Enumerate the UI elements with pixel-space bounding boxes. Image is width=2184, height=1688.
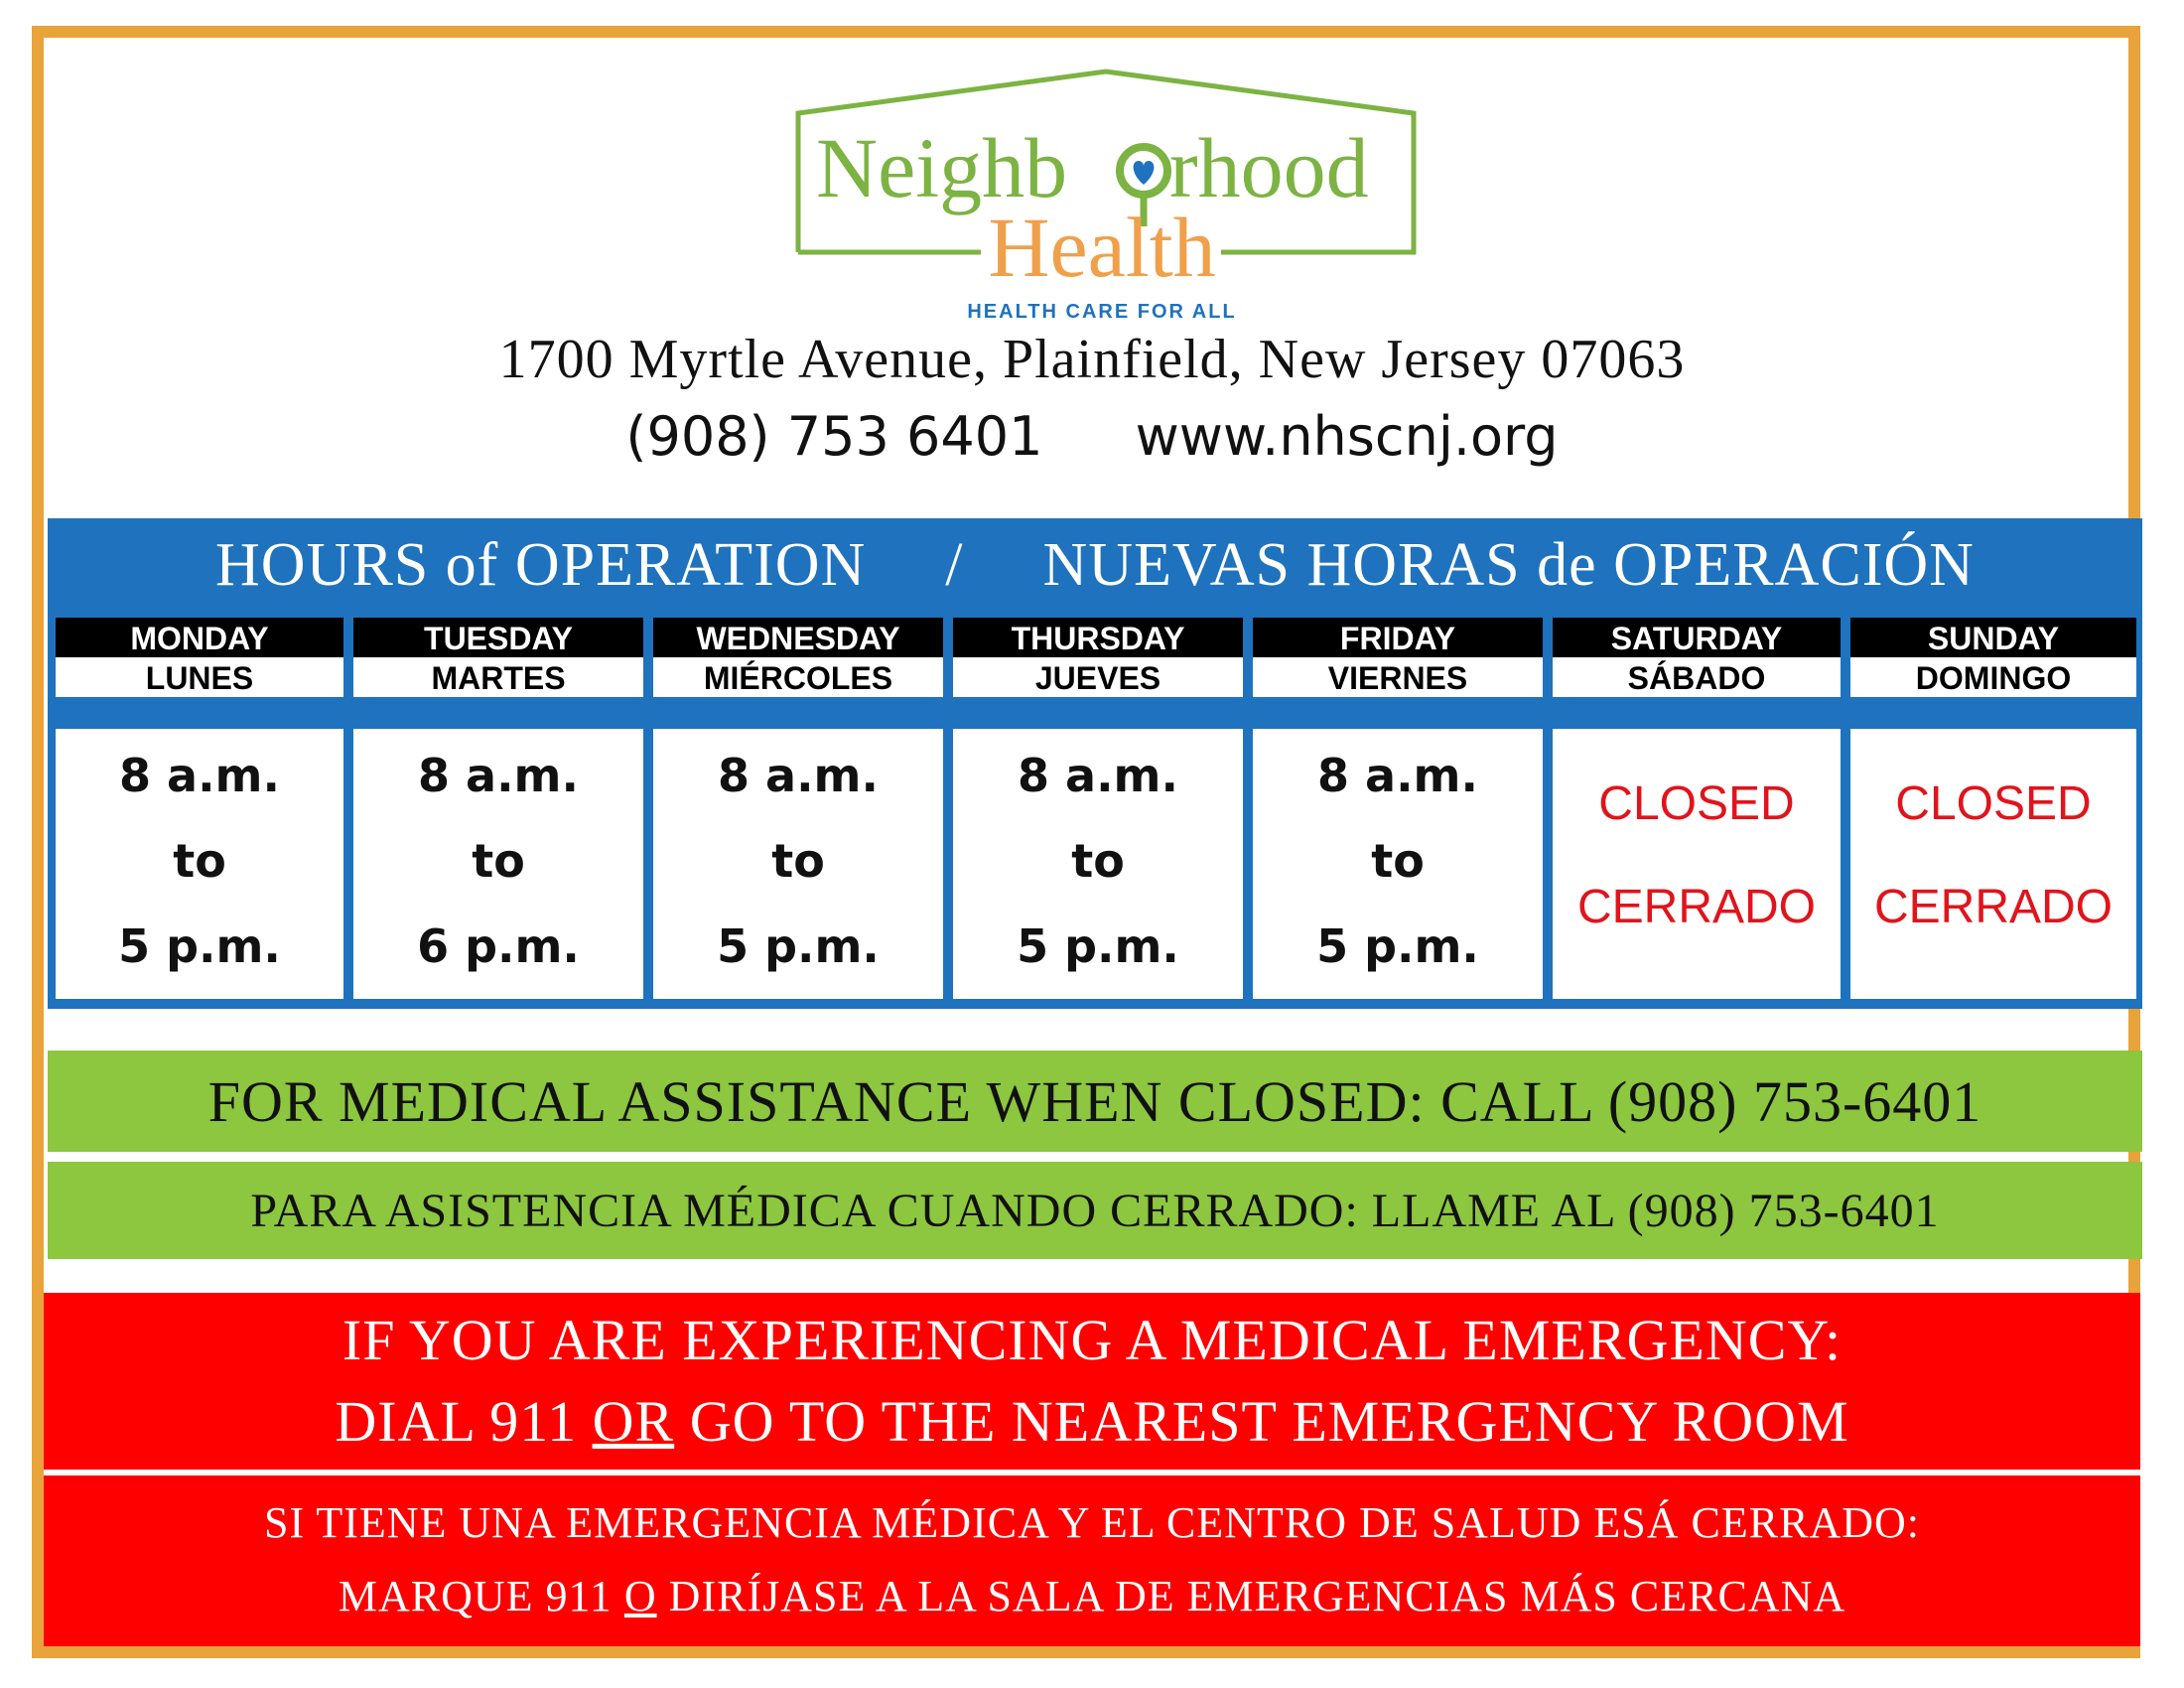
close-time: 6 p.m. — [417, 919, 580, 973]
day-name-es: JUEVES — [953, 657, 1243, 697]
website-link[interactable]: www.nhscnj.org — [1135, 405, 1559, 468]
day-name-en: FRIDAY — [1253, 618, 1543, 657]
closed-label-en: CLOSED — [1895, 777, 2092, 830]
day-column-saturday — [1553, 612, 1841, 1005]
day-column-sunday — [1850, 612, 2136, 1005]
logo-word-neighb: Neighb — [816, 120, 1068, 215]
day-name-es: LUNES — [56, 657, 343, 697]
to-label: to — [1071, 834, 1125, 888]
close-time: 5 p.m. — [1017, 919, 1179, 973]
hours-header-es: NUEVAS HORAS de OPERACIÓN — [1042, 530, 1975, 599]
open-time: 8 a.m. — [1018, 749, 1178, 802]
to-label: to — [1371, 834, 1425, 888]
emergency-or: OR — [592, 1389, 675, 1454]
day-column-wednesday — [653, 612, 943, 1005]
day-name-en: THURSDAY — [953, 618, 1243, 657]
emergency-line-4-a: MARQUE 911 — [338, 1572, 624, 1620]
open-time: 8 a.m. — [119, 749, 280, 802]
close-time: 5 p.m. — [717, 919, 880, 973]
hours-header — [48, 518, 2142, 612]
day-name-en: SATURDAY — [1553, 618, 1841, 657]
emergency-line-4-b: DIRÍJASE A LA SALA DE EMERGENCIAS MÁS CERCANA — [656, 1572, 1846, 1620]
day-hours — [953, 729, 1243, 999]
day-name-es: MIÉRCOLES — [653, 657, 943, 697]
day-name-en: MONDAY — [56, 618, 343, 657]
day-column-monday — [56, 612, 343, 1005]
emergency-line-2-b: GO TO THE NEAREST EMERGENCY ROOM — [674, 1389, 1849, 1454]
day-name-es: DOMINGO — [1850, 657, 2136, 697]
day-column-thursday — [953, 612, 1243, 1005]
emergency-divider — [44, 1470, 2140, 1476]
open-time: 8 a.m. — [418, 749, 579, 802]
logo-word-rhood: rhood — [1169, 120, 1369, 215]
emergency-o: O — [623, 1572, 657, 1620]
close-time: 5 p.m. — [118, 919, 281, 973]
contact-line — [0, 405, 2184, 468]
to-label: to — [173, 834, 226, 888]
open-time: 8 a.m. — [1317, 749, 1478, 802]
open-time: 8 a.m. — [718, 749, 879, 802]
emergency-line-3: SI TIENE UNA EMERGENCIA MÉDICA Y EL CENTRO DE SALUD ESÁ CERRADO: — [264, 1498, 1920, 1547]
day-name-en: TUESDAY — [353, 618, 643, 657]
day-column-tuesday — [353, 612, 643, 1005]
to-label: to — [472, 834, 525, 888]
day-name-en: SUNDAY — [1850, 618, 2136, 657]
emergency-line-1: IF YOU ARE EXPERIENCING A MEDICAL EMERGENCY: — [341, 1308, 1843, 1372]
emergency-banner — [44, 1293, 2140, 1646]
emergency-line-4 — [44, 1571, 2140, 1621]
day-hours — [653, 729, 943, 999]
day-name-es: SÁBADO — [1553, 657, 1841, 697]
closed-label-es: CERRADO — [1873, 881, 2114, 933]
emergency-line-2-a: DIAL 911 — [335, 1389, 593, 1454]
address: 1700 Myrtle Avenue, Plainfield, New Jersey 07063 — [498, 329, 1686, 390]
logo-graphic — [794, 68, 1418, 328]
day-closed — [1553, 729, 1841, 999]
hours-header-en: HOURS of OPERATION — [215, 530, 867, 599]
day-closed — [1850, 729, 2136, 999]
after-hours-banner-es: PARA ASISTENCIA MÉDICA CUANDO CERRADO: LLAME AL (908) 753-6401 — [48, 1162, 2142, 1259]
day-name-es: MARTES — [353, 657, 643, 697]
neighborhood-health-logo — [794, 68, 1418, 328]
day-name-en: WEDNESDAY — [653, 618, 943, 657]
to-label: to — [771, 834, 825, 888]
close-time: 5 p.m. — [1316, 919, 1479, 973]
day-hours — [1253, 729, 1543, 999]
hours-header-separator: / — [945, 530, 964, 599]
closed-label-es: CERRADO — [1576, 881, 1817, 933]
after-hours-banner-en: FOR MEDICAL ASSISTANCE WHEN CLOSED: CALL (908) 753-6401 — [48, 1051, 2142, 1152]
day-hours — [56, 729, 343, 999]
emergency-line-2 — [44, 1388, 2140, 1455]
day-name-es: VIERNES — [1253, 657, 1543, 697]
hours-table — [48, 612, 2142, 1009]
closed-label-en: CLOSED — [1598, 777, 1795, 830]
phone-number[interactable]: (908) 753 6401 — [625, 405, 1043, 468]
day-hours — [353, 729, 643, 999]
logo-tagline: HEALTH CARE FOR ALL — [967, 301, 1237, 323]
logo-word-health: Health — [988, 200, 1216, 295]
day-column-friday — [1253, 612, 1543, 1005]
